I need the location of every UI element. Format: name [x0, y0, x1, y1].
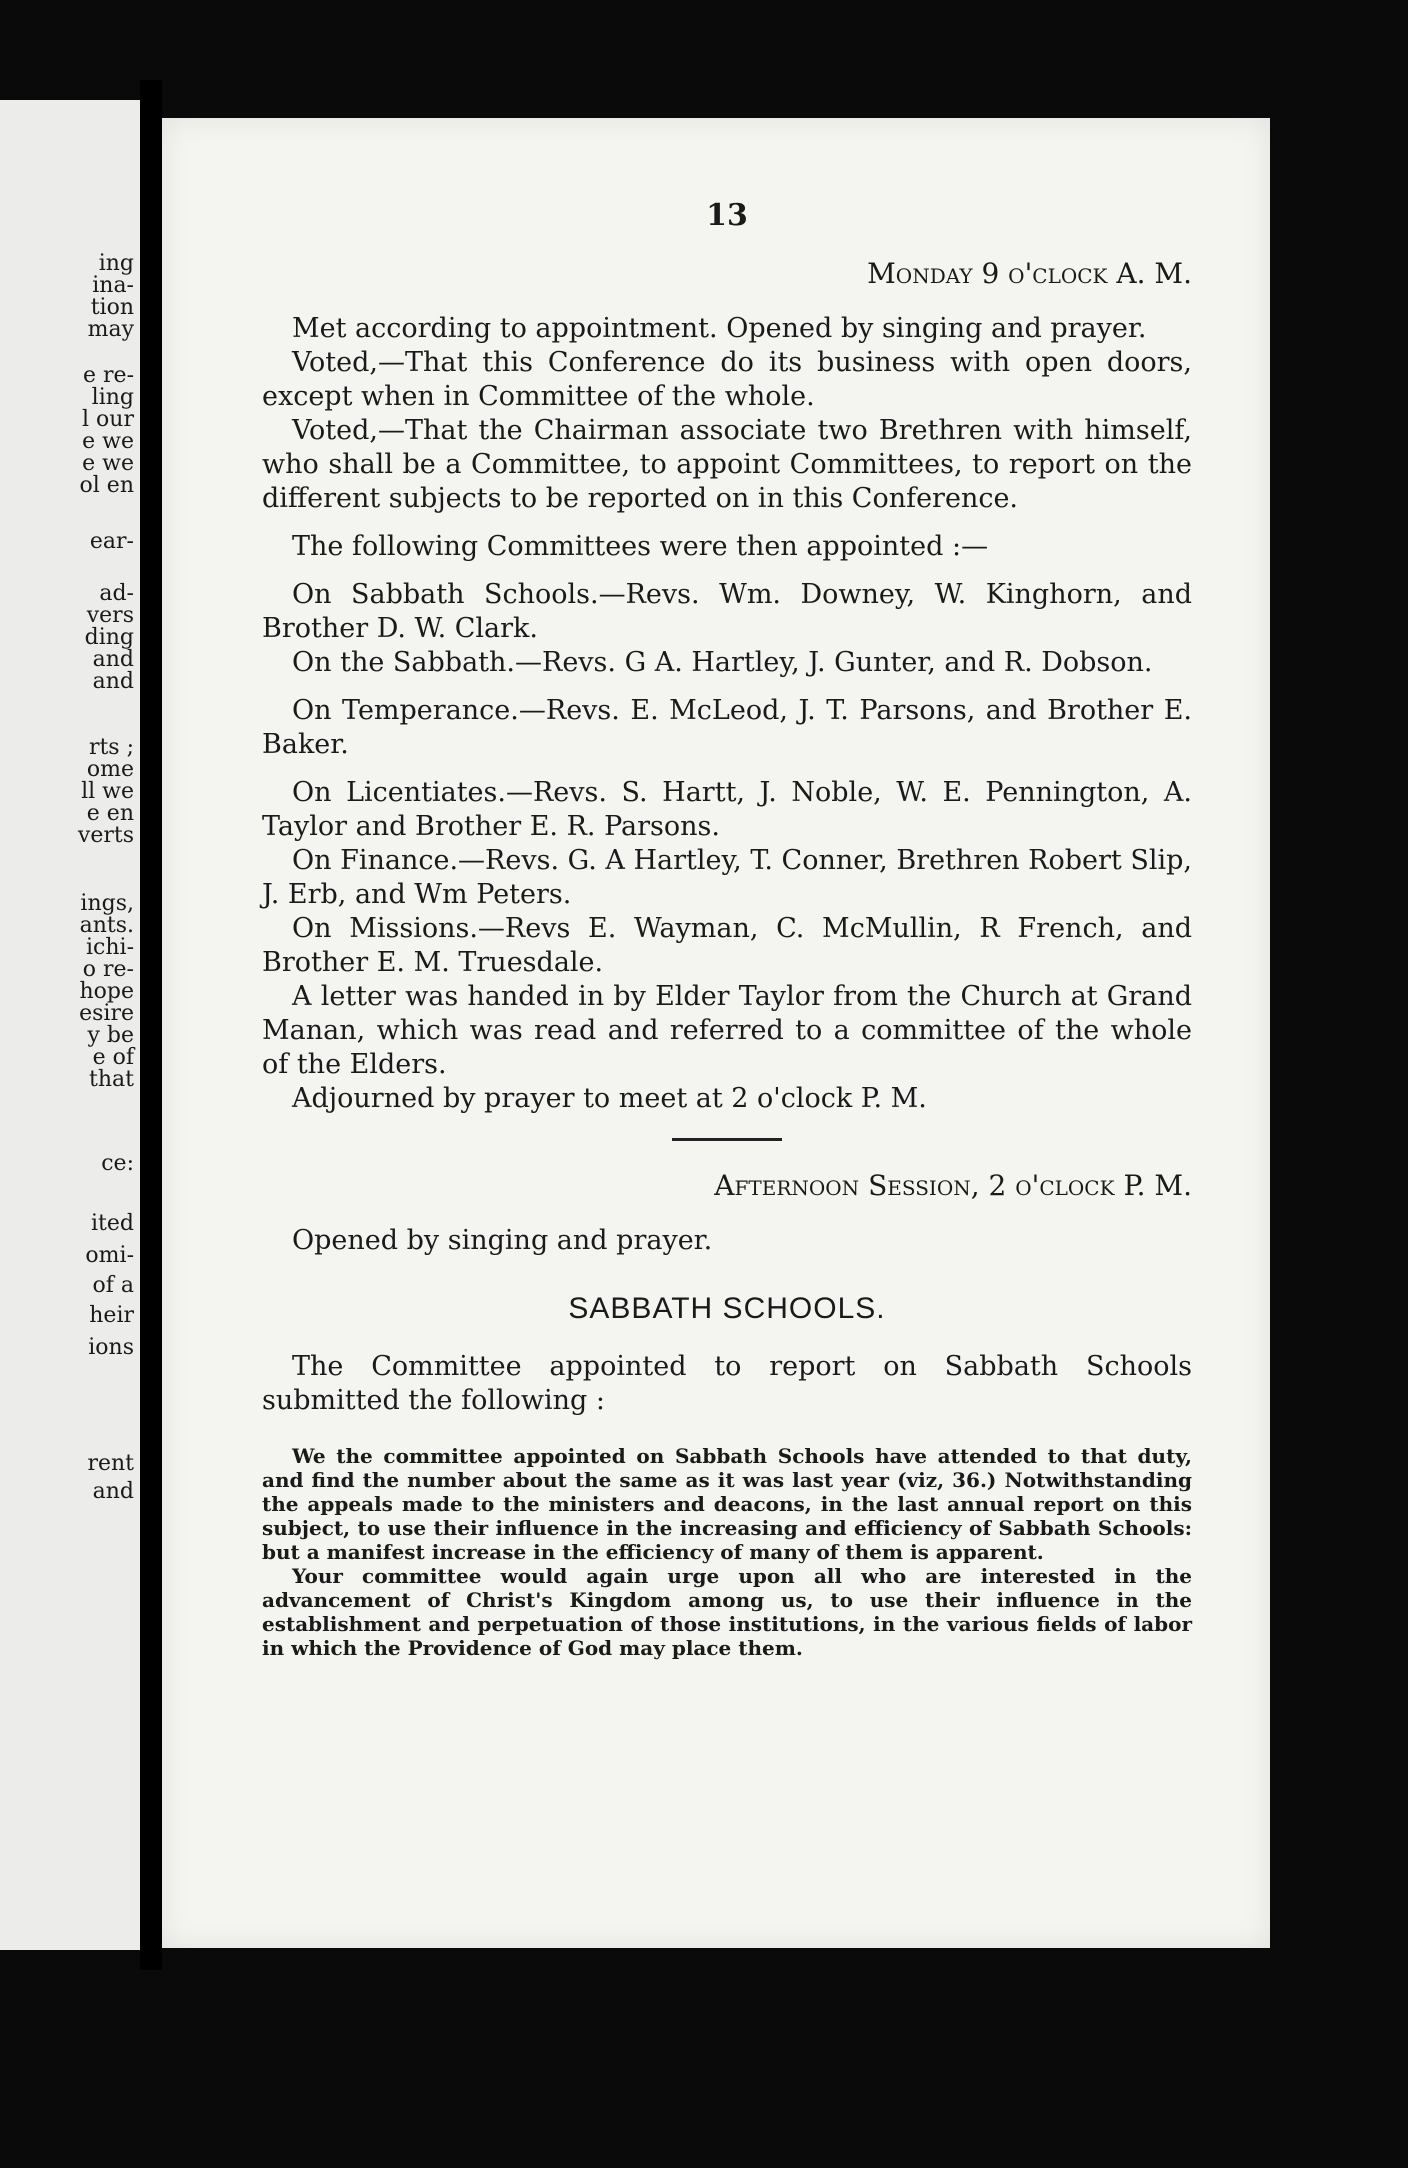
margin-fragment: o re-	[82, 957, 134, 982]
margin-fragment: ding	[84, 625, 134, 650]
margin-fragment: and	[92, 647, 134, 672]
committee-entry: On Licentiates.—Revs. S. Hartt, J. Noble, W. E. Pennington, A. Taylor and Brother E. R. Parsons.	[262, 777, 1192, 842]
committee-entry: On Temperance.—Revs. E. McLeod, J. T. Parsons, and Brother E. Baker.	[262, 695, 1192, 760]
margin-fragment: rts ;	[88, 735, 134, 760]
session-heading: Monday 9 o'clock A. M.	[867, 257, 1192, 290]
session-heading: Afternoon Session, 2 o'clock P. M.	[714, 1169, 1192, 1202]
page-content	[262, 198, 1192, 1660]
margin-fragment: may	[87, 317, 134, 342]
margin-fragment: and	[92, 1479, 134, 1504]
report-paragraph: Your committee would again urge upon all who are interested in the advancement of Christ's Kingdom among us, to use their influence in the establishment and perpetuation of those institutions, in the various fields of labor in which the Providence of God may place them.	[262, 1564, 1192, 1660]
margin-fragment: ad-	[99, 581, 134, 606]
margin-fragment: verts	[77, 823, 134, 848]
paragraph: Opened by singing and prayer.	[292, 1225, 713, 1256]
committee-entry: On Sabbath Schools.—Revs. Wm. Downey, W. Kinghorn, and Brother D. W. Clark.	[262, 579, 1192, 644]
margin-fragment: tion	[90, 295, 134, 320]
paragraph: The Committee appointed to report on Sabbath Schools submitted the following :	[262, 1351, 1192, 1416]
divider	[672, 1138, 782, 1141]
margin-fragment: that	[89, 1067, 134, 1092]
facing-page-fragment	[0, 100, 140, 1950]
margin-fragment: ina-	[92, 273, 134, 298]
margin-fragment: ol en	[79, 473, 134, 498]
margin-fragment: rent	[87, 1451, 134, 1476]
margin-fragment: e en	[86, 801, 134, 826]
margin-fragment: ear-	[89, 529, 134, 554]
margin-fragment: ited	[91, 1211, 134, 1236]
margin-fragment: ling	[91, 385, 134, 410]
committee-entry: On Finance.—Revs. G. A Hartley, T. Conner, Brethren Robert Slip, J. Erb, and Wm Peters.	[262, 845, 1192, 910]
margin-fragment: ings,	[80, 891, 134, 916]
margin-fragment: vers	[86, 603, 134, 628]
paragraph: Adjourned by prayer to meet at 2 o'clock P. M.	[292, 1083, 927, 1114]
margin-fragment: of a	[92, 1273, 134, 1298]
committee-entry: On Missions.—Revs E. Wayman, C. McMullin, R French, and Brother E. M. Truesdale.	[262, 913, 1192, 978]
committee-entry: On the Sabbath.—Revs. G A. Hartley, J. Gunter, and R. Dobson.	[292, 647, 1153, 678]
section-heading: SABBATH SCHOOLS.	[568, 1292, 886, 1325]
margin-fragment: ome	[86, 757, 134, 782]
margin-fragment: ce:	[101, 1151, 134, 1176]
margin-fragment: hope	[79, 979, 134, 1004]
document-page	[162, 118, 1270, 1948]
margin-fragment: and	[92, 669, 134, 694]
margin-fragment: e of	[92, 1045, 134, 1070]
margin-fragment: e re-	[83, 363, 134, 388]
margin-fragment: e we	[82, 451, 134, 476]
margin-fragment: l our	[82, 407, 134, 432]
margin-fragment: heir	[89, 1303, 134, 1328]
margin-fragment: ichi-	[86, 935, 134, 960]
margin-fragment: ing	[98, 251, 134, 276]
margin-fragment: ll we	[81, 779, 134, 804]
margin-fragment: ants.	[79, 913, 134, 938]
page-number: 13	[706, 198, 748, 233]
paragraph: Voted,—That this Conference do its business with open doors, except when in Committee of the whole.	[262, 347, 1192, 412]
margin-fragment: ions	[88, 1335, 134, 1360]
paragraph: Met according to appointment. Opened by singing and prayer.	[292, 313, 1147, 344]
report-paragraph: We the committee appointed on Sabbath Schools have attended to that duty, and find the number about the same as it was last year (viz, 36.) Notwithstanding the appeals made to the ministers and deacons, in the last annual report on this subject, to use their influence in the increasing and efficiency of Sabbath Schools: but a manifest increase in the efficiency of many of them is apparent.	[262, 1444, 1192, 1564]
paragraph: The following Committees were then appointed :—	[292, 531, 989, 562]
margin-fragment: omi-	[85, 1243, 134, 1268]
book-gutter	[140, 80, 162, 1970]
margin-fragment: y be	[87, 1023, 134, 1048]
margin-fragment: esire	[79, 1001, 134, 1026]
paragraph: Voted,—That the Chairman associate two Brethren with himself, who shall be a Committee, to appoint Committees, to report on the different subjects to be reported on in this Conference.	[262, 415, 1192, 514]
paragraph: A letter was handed in by Elder Taylor from the Church at Grand Manan, which was read and referred to a committee of the whole of the Elders.	[262, 981, 1192, 1080]
committee-report	[262, 1444, 1192, 1660]
margin-fragment: e we	[82, 429, 134, 454]
